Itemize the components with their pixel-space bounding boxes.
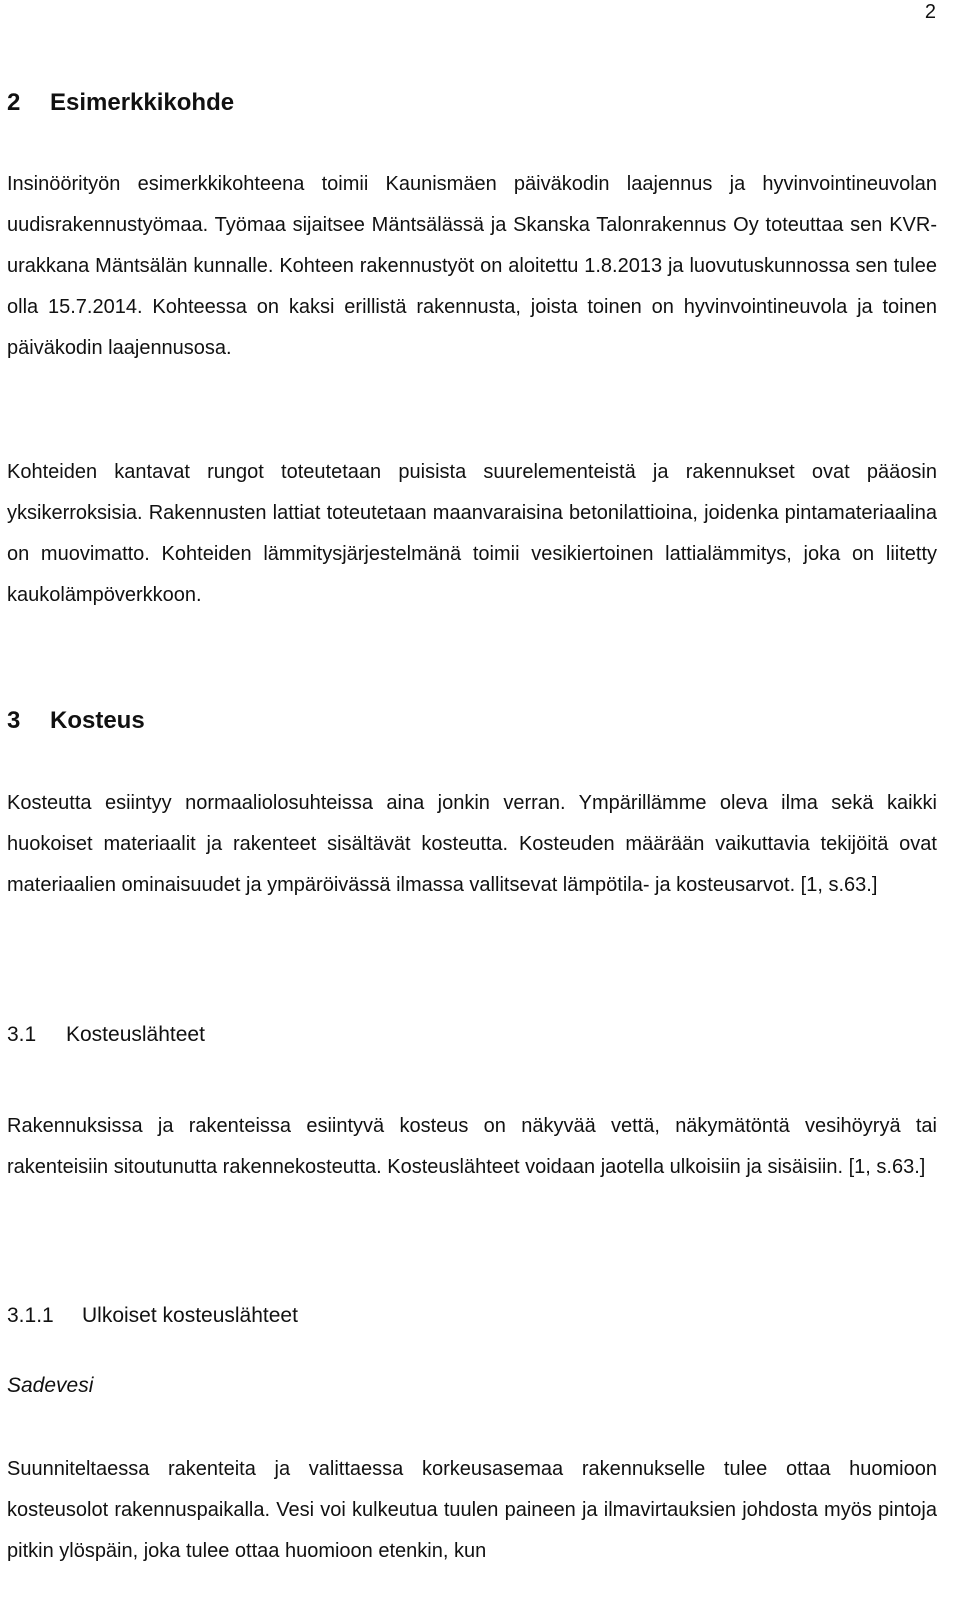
- heading-number: 3.1: [7, 1023, 37, 1046]
- heading-number: 2: [7, 89, 21, 116]
- paragraph-kosteus: Kosteutta esiintyy normaaliolosuhteissa aina jonkin verran. Ympärillämme oleva ilma sekä kaikki huokoiset materiaalit ja rakenteet sisältävät kosteutta. Kosteuden määrään vaikuttavia tekijöitä ovat materiaalien ominaisuudet ja ympäröivässä ilmassa vallitsevat lämpötila- ja kosteusarvot. [1, s.63.]: [7, 792, 937, 896]
- heading-section-3-1-1: [7, 1302, 298, 1330]
- heading-title: Kosteuslähteet: [66, 1023, 205, 1046]
- heading-number: 3.1.1: [7, 1304, 54, 1327]
- paragraph-esimerkkikohde-1: Insinöörityön esimerkkikohteena toimii Kaunismäen päiväkodin laajennus ja hyvinvointineuvolan uudisrakennustyömaa. Työmaa sijaitsee Mäntsälässä ja Skanska Talonrakennus Oy toteuttaa sen KVR-urakkana Mäntsälän kunnalle. Kohteen rakennustyöt on aloitettu 1.8.2013 ja luovutuskunnossa sen tulee olla 15.7.2014. Kohteessa on kaksi erillistä rakennusta, joista toinen on hyvinvointineuvola ja toinen päiväkodin laajennusosa.: [7, 173, 937, 359]
- paragraph-sadevesi: Suunniteltaessa rakenteita ja valittaessa korkeusasemaa rakennukselle tulee ottaa huomioon kosteusolot rakennuspaikalla. Vesi voi kulkeutua tuulen paineen ja ilmavirtauksien johdosta myös pintoja pitkin ylöspäin, joka tulee ottaa huomioon etenkin, kun: [7, 1458, 937, 1562]
- heading-section-3-1: [7, 1021, 205, 1049]
- heading-title: Ulkoiset kosteuslähteet: [82, 1304, 298, 1327]
- heading-number: 3: [7, 707, 21, 734]
- heading-title: Kosteus: [50, 707, 145, 734]
- paragraph-kosteuslahteet: Rakennuksissa ja rakenteissa esiintyvä kosteus on näkyvää vettä, näkymätöntä vesihöyryä tai rakenteisiin sitoutunutta rakennekosteutta. Kosteuslähteet voidaan jaotella ulkoisiin ja sisäisiin. [1, s.63.]: [7, 1115, 937, 1178]
- heading-section-3: [7, 706, 145, 736]
- heading-section-2: [7, 88, 234, 118]
- subheading-sadevesi: Sadevesi: [7, 1374, 94, 1397]
- heading-title: Esimerkkikohde: [50, 89, 235, 116]
- page-number: 2: [924, 1, 936, 23]
- paragraph-esimerkkikohde-2: Kohteiden kantavat rungot toteutetaan puisista suurelementeistä ja rakennukset ovat pääosin yksikerroksisia. Rakennusten lattiat toteutetaan maanvaraisina betonilattioina, joidenka pintamateriaalina on muovimatto. Kohteiden lämmitysjärjestelmänä toimii vesikiertoinen lattialämmitys, joka on liitetty kaukolämpöverkkoon.: [7, 461, 937, 606]
